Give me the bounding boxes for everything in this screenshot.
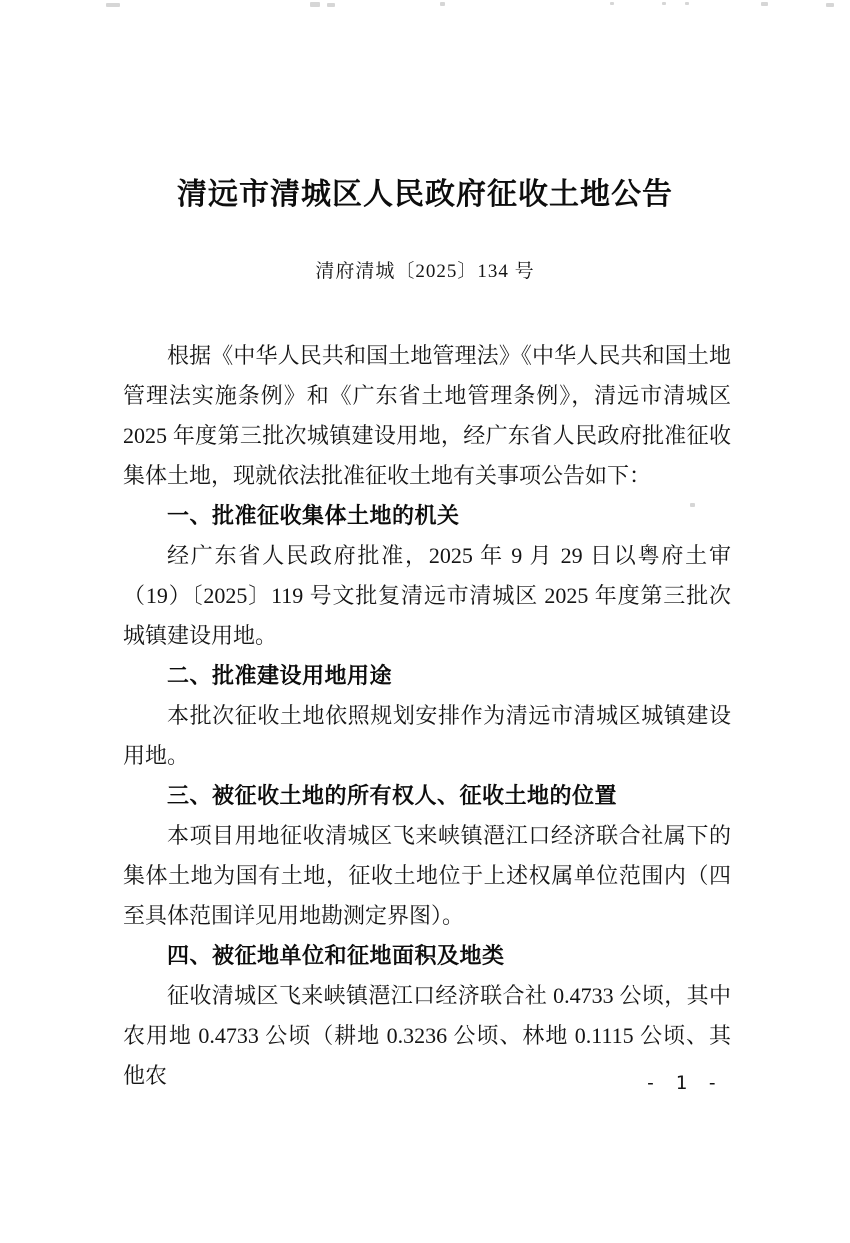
- body-paragraph: 根据《中华人民共和国土地管理法》《中华人民共和国土地管理法实施条例》和《广东省土地管理条例》，清远市清城区 2025 年度第三批次城镇建设用地，经广东省人民政府批准征收集体土地，现就依法批准征收土地有关事项公告如下：: [123, 343, 731, 488]
- scan-artifact: [106, 3, 120, 7]
- document-body: [123, 336, 731, 1096]
- document-title: 清远市清城区人民政府征收土地公告: [177, 178, 673, 211]
- section-heading: 二、批准建设用地用途: [167, 663, 393, 688]
- scan-artifact: [761, 2, 768, 6]
- scan-artifact: [690, 503, 695, 507]
- scan-artifact: [662, 2, 666, 5]
- body-paragraph: 本批次征收土地依照规划安排作为清远市清城区城镇建设用地。: [123, 703, 731, 768]
- body-paragraph: 本项目用地征收清城区飞来峡镇潖江口经济联合社属下的集体土地为国有土地，征收土地位于上述权属单位范围内（四至具体范围详见用地勘测定界图）。: [123, 823, 731, 928]
- body-paragraph: 经广东省人民政府批准，2025 年 9 月 29 日以粤府土审（19）〔2025〕119 号文批复清远市清城区 2025 年度第三批次城镇建设用地。: [123, 543, 731, 648]
- scan-artifact: [310, 2, 320, 7]
- scan-artifact: [826, 3, 834, 7]
- scan-artifact: [685, 2, 689, 5]
- scan-artifact: [327, 3, 335, 7]
- body-paragraph: 征收清城区飞来峡镇潖江口经济联合社 0.4733 公顷，其中农用地 0.4733 公顷（耕地 0.3236 公顷、林地 0.1115 公顷、其他农: [123, 983, 731, 1088]
- scan-artifact: [440, 2, 445, 6]
- section-heading: 一、批准征收集体土地的机关: [167, 503, 460, 528]
- document-number: 清府清城〔2025〕134 号: [315, 261, 535, 282]
- section-heading: 四、被征地单位和征地面积及地类: [167, 943, 505, 968]
- section-heading: 三、被征收土地的所有权人、征收土地的位置: [167, 783, 618, 808]
- page-number: - 1 -: [644, 1072, 722, 1094]
- scan-artifact: [610, 2, 614, 5]
